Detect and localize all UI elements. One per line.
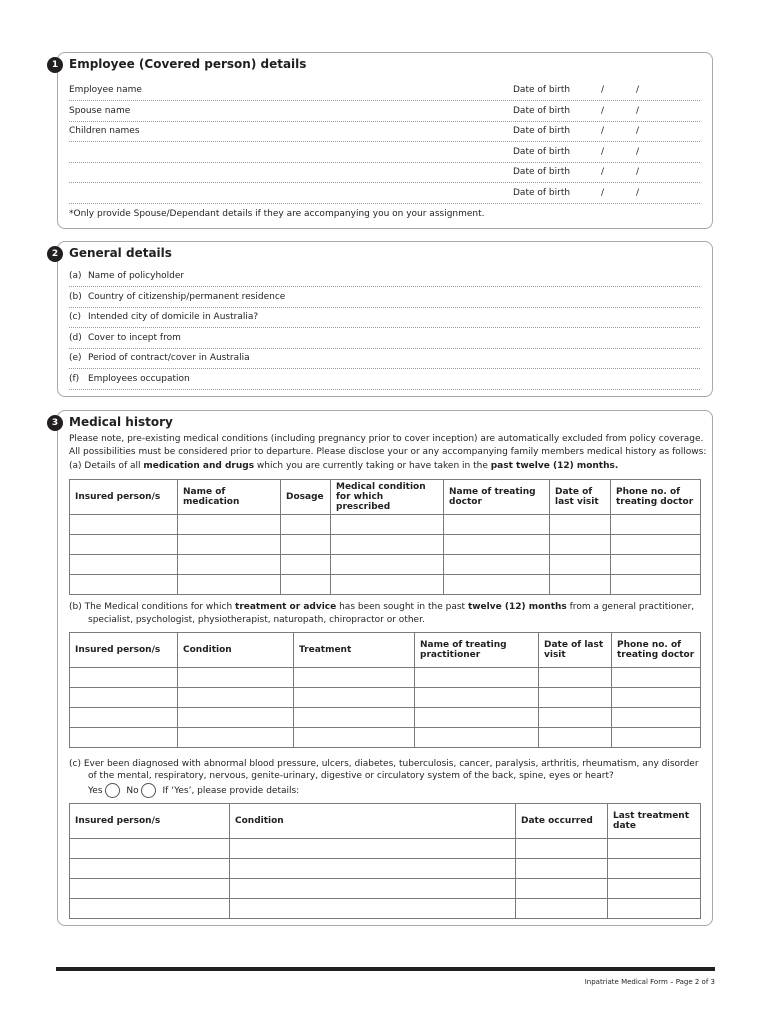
date-separator: / <box>601 146 605 157</box>
table-cell[interactable] <box>281 555 331 575</box>
conditions-table <box>69 632 701 748</box>
date-of-birth-label: Date of birth <box>513 146 571 157</box>
table-cell[interactable] <box>294 728 415 748</box>
table-cell[interactable] <box>230 839 516 859</box>
date-separator: / <box>601 85 605 95</box>
table-cell[interactable] <box>230 859 516 879</box>
table-cell[interactable] <box>294 688 415 708</box>
table-cell[interactable] <box>70 859 230 879</box>
date-separator: / <box>601 105 605 116</box>
yes-radio[interactable] <box>105 783 120 798</box>
date-separator: / <box>636 146 640 157</box>
table-cell[interactable] <box>608 879 701 899</box>
general-detail-row[interactable] <box>69 266 700 287</box>
column-header: Medical condition for which prescribed <box>331 480 444 515</box>
table-cell[interactable] <box>415 668 539 688</box>
column-header: Condition <box>230 804 516 839</box>
question-a-bold1: medication and drugs <box>143 461 255 471</box>
column-header: Name of medication <box>178 480 281 515</box>
table-cell[interactable] <box>539 668 612 688</box>
question-a <box>69 461 618 471</box>
medical-intro-2: All possibilities must be considered prior to departure. Please disclose your or any accompanying family members medical history as follows: <box>69 447 707 457</box>
general-detail-row[interactable] <box>69 369 700 390</box>
table-cell[interactable] <box>539 728 612 748</box>
column-header: Condition <box>178 633 294 668</box>
table-cell[interactable] <box>331 535 444 555</box>
question-b <box>69 602 694 612</box>
table-cell[interactable] <box>70 555 178 575</box>
table-cell[interactable] <box>608 899 701 919</box>
column-header: Phone no. of treating doctor <box>611 480 701 515</box>
table-cell[interactable] <box>444 555 550 575</box>
column-header: Name of treating practitioner <box>415 633 539 668</box>
page-footer: Inpatriate Medical Form – Page 2 of 3 <box>584 978 715 986</box>
table-cell[interactable] <box>70 575 178 595</box>
general-detail-row[interactable] <box>69 307 700 328</box>
question-a-bold2: past twelve (12) months. <box>490 461 619 471</box>
date-separator: / <box>601 167 605 178</box>
table-cell[interactable] <box>611 515 701 535</box>
table-cell[interactable] <box>612 708 701 728</box>
yes-no-row <box>88 783 299 798</box>
table-cell[interactable] <box>178 575 281 595</box>
question-a-pre: (a) Details of all <box>69 461 144 471</box>
table-cell[interactable] <box>550 555 611 575</box>
date-separator: / <box>636 105 640 116</box>
column-header: Date of last visit <box>539 633 612 668</box>
table-cell[interactable] <box>178 708 294 728</box>
table-cell[interactable] <box>70 668 178 688</box>
no-label: No <box>126 786 139 796</box>
section-3-title: Medical history <box>69 415 173 429</box>
employee-row[interactable] <box>69 121 700 142</box>
column-header: Treatment <box>294 633 415 668</box>
table-cell[interactable] <box>294 668 415 688</box>
table-cell[interactable] <box>281 515 331 535</box>
table-cell[interactable] <box>444 535 550 555</box>
date-separator: / <box>636 85 640 95</box>
date-separator: / <box>601 188 605 198</box>
table-cell[interactable] <box>539 688 612 708</box>
yes-label: Yes <box>88 786 103 796</box>
table-cell[interactable] <box>608 859 701 879</box>
date-of-birth-label: Date of birth <box>513 126 571 137</box>
question-c-line1: (c) Ever been diagnosed with abnormal blood pressure, ulcers, diabetes, tuberculosis, cancer, paralysis, arthritis, rheumatism, any disorder <box>69 759 699 769</box>
table-cell[interactable] <box>331 555 444 575</box>
table-cell[interactable] <box>281 575 331 595</box>
section-3-badge: 3 <box>47 415 63 431</box>
table-cell[interactable] <box>612 668 701 688</box>
question-b-post: from a general practitioner, <box>566 602 695 612</box>
column-header: Date of last visit <box>550 480 611 515</box>
table-cell[interactable] <box>331 575 444 595</box>
table-cell[interactable] <box>611 555 701 575</box>
row-label: Children names <box>69 126 140 137</box>
accompany-note: *Only provide Spouse/Dependant details if they are accompanying you on your assignment. <box>69 209 485 219</box>
diagnosis-table <box>69 803 701 919</box>
table-cell[interactable] <box>444 575 550 595</box>
date-of-birth-label: Date of birth <box>513 105 571 116</box>
section-1-title: Employee (Covered person) details <box>69 57 307 71</box>
table-cell[interactable] <box>281 535 331 555</box>
item-letter: (e) <box>69 353 82 364</box>
question-b-line2: specialist, psychologist, physiotherapist, naturopath, chiropractor or other. <box>88 615 425 625</box>
question-b-bold2: twelve (12) months <box>467 602 567 612</box>
table-cell[interactable] <box>178 535 281 555</box>
date-of-birth-label: Date of birth <box>513 188 571 198</box>
item-letter: (f) <box>69 374 80 384</box>
table-cell[interactable] <box>611 535 701 555</box>
table-cell[interactable] <box>70 535 178 555</box>
table-cell[interactable] <box>331 515 444 535</box>
column-header: Name of treating doctor <box>444 480 550 515</box>
column-header: Phone no. of treating doctor <box>612 633 701 668</box>
column-header: Insured person/s <box>70 480 178 515</box>
column-header: Insured person/s <box>70 633 178 668</box>
table-cell[interactable] <box>550 575 611 595</box>
date-separator: / <box>601 126 605 137</box>
table-cell[interactable] <box>70 708 178 728</box>
table-cell[interactable] <box>516 839 608 859</box>
section-2-badge: 2 <box>47 246 63 262</box>
table-cell[interactable] <box>516 879 608 899</box>
table-cell[interactable] <box>550 535 611 555</box>
item-letter: (c) <box>69 312 81 323</box>
medical-intro-1: Please note, pre-existing medical conditions (including pregnancy prior to cover inception) are automatically excluded from policy coverage. <box>69 434 704 444</box>
item-text: Employees occupation <box>88 374 190 384</box>
table-cell[interactable] <box>70 839 230 859</box>
table-cell[interactable] <box>550 515 611 535</box>
question-b-mid: has been sought in the past <box>336 602 468 612</box>
employee-row[interactable] <box>69 142 700 163</box>
general-detail-row[interactable] <box>69 328 700 349</box>
column-header: Insured person/s <box>70 804 230 839</box>
date-of-birth-label: Date of birth <box>513 85 571 95</box>
table-cell[interactable] <box>230 899 516 919</box>
details-label: If ‘Yes’, please provide details: <box>162 786 300 796</box>
employee-row[interactable] <box>69 101 700 122</box>
table-cell[interactable] <box>178 515 281 535</box>
table-cell[interactable] <box>612 688 701 708</box>
item-text: Name of policyholder <box>88 271 185 281</box>
item-letter: (d) <box>69 332 82 343</box>
column-header: Dosage <box>281 480 331 515</box>
question-a-mid: which you are currently taking or have taken in the <box>254 461 491 471</box>
item-letter: (a) <box>69 271 82 281</box>
question-b-pre: (b) The Medical conditions for which <box>69 602 236 612</box>
item-text: Cover to incept from <box>88 332 181 343</box>
employee-row[interactable] <box>69 80 700 101</box>
medication-table <box>69 479 701 595</box>
item-letter: (b) <box>69 291 82 302</box>
section-1-badge: 1 <box>47 57 63 73</box>
table-cell[interactable] <box>516 859 608 879</box>
table-cell[interactable] <box>70 879 230 899</box>
table-cell[interactable] <box>415 708 539 728</box>
question-b-bold1: treatment or advice <box>235 602 337 612</box>
employee-row[interactable] <box>69 162 700 183</box>
table-cell[interactable] <box>415 728 539 748</box>
table-cell[interactable] <box>70 688 178 708</box>
table-cell[interactable] <box>294 708 415 728</box>
table-cell[interactable] <box>70 728 178 748</box>
table-cell[interactable] <box>70 899 230 919</box>
no-radio[interactable] <box>141 783 156 798</box>
table-cell[interactable] <box>612 728 701 748</box>
table-cell[interactable] <box>178 555 281 575</box>
table-cell[interactable] <box>516 899 608 919</box>
table-cell[interactable] <box>444 515 550 535</box>
item-text: Period of contract/cover in Australia <box>88 353 250 364</box>
row-label: Employee name <box>69 85 142 95</box>
table-cell[interactable] <box>539 708 612 728</box>
column-header: Date occurred <box>516 804 608 839</box>
table-cell[interactable] <box>178 688 294 708</box>
section-2-title: General details <box>69 246 172 260</box>
column-header: Last treatment date <box>608 804 701 839</box>
table-cell[interactable] <box>611 575 701 595</box>
date-separator: / <box>636 126 640 137</box>
general-detail-row[interactable] <box>69 287 700 308</box>
table-cell[interactable] <box>70 515 178 535</box>
table-cell[interactable] <box>608 839 701 859</box>
question-c-line2: of the mental, respiratory, nervous, genite-urinary, digestive or circulatory system of the back, spine, eyes or heart? <box>88 771 614 781</box>
date-of-birth-label: Date of birth <box>513 167 571 178</box>
date-separator: / <box>636 167 640 178</box>
table-cell[interactable] <box>230 879 516 899</box>
table-cell[interactable] <box>178 728 294 748</box>
table-cell[interactable] <box>178 668 294 688</box>
row-label: Spouse name <box>69 105 131 116</box>
item-text: Intended city of domicile in Australia? <box>88 312 259 323</box>
item-text: Country of citizenship/permanent residence <box>88 291 286 302</box>
date-separator: / <box>636 188 640 198</box>
employee-row[interactable] <box>69 183 700 204</box>
general-detail-row[interactable] <box>69 348 700 369</box>
table-cell[interactable] <box>415 688 539 708</box>
footer-rule <box>56 967 715 971</box>
